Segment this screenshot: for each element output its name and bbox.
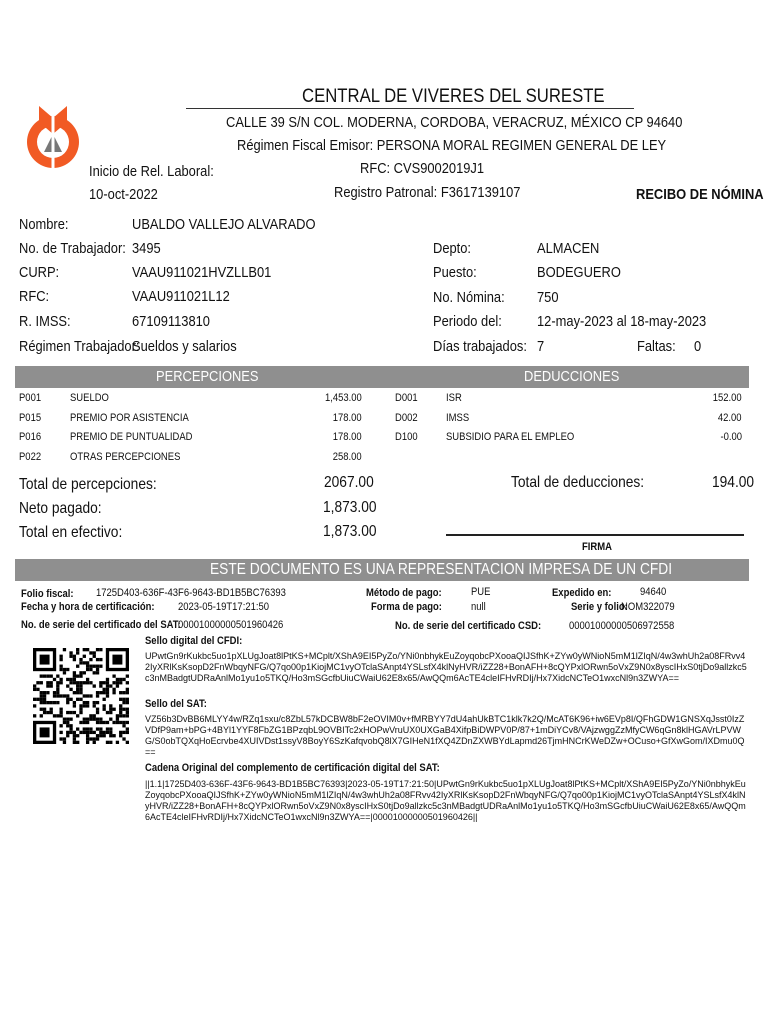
department-value: ALMACEN [537,240,600,257]
deduction-amount: 42.00 [718,411,742,424]
total-perceptions-value: 2067.00 [324,474,374,491]
qr-code [33,648,129,744]
curp-value: VAAU911021HVZLLB01 [132,264,272,281]
company-rfc: RFC: CVS9002019J1 [360,160,485,177]
cfdi-banner [15,559,749,581]
name-value: UBALDO VALLEJO ALVARADO [132,216,316,233]
payment-method-value: PUE [471,586,491,598]
perception-code: P022 [19,450,42,463]
header-divider [186,108,634,109]
net-paid-label: Neto pagado: [19,500,102,517]
perception-description: PREMIO POR ASISTENCIA [70,411,189,424]
employee-number-value: 3495 [132,240,161,257]
total-deductions-label: Total de deducciones: [511,474,645,491]
cert-date-value: 2023-05-19T17:21:50 [178,601,269,613]
original-chain-title: Cadena Original del complemento de certificación digital del SAT: [145,762,440,774]
issued-in-value: 94640 [640,586,667,598]
csd-cert-serial-value: 00001000000506972558 [569,620,675,632]
perceptions-title: PERCEPCIONES [156,368,259,385]
department-label: Depto: [433,240,472,257]
company-name: CENTRAL DE VIVERES DEL SURESTE [302,86,605,107]
deduction-amount: 152.00 [713,392,742,404]
issued-in-label: Expedido en: [552,587,612,599]
total-deductions-value: 194.00 [712,474,755,491]
deduction-description: IMSS [446,411,470,424]
days-worked-value: 7 [537,338,545,355]
payroll-number-value: 750 [537,289,559,306]
payment-form-label: Forma de pago: [371,601,442,613]
cert-date-label: Fecha y hora de certificación: [21,601,155,613]
deduction-amount: -0.00 [720,431,742,443]
series-folio-label: Serie y folio: [571,601,628,613]
rfc-value: VAAU911021L12 [132,288,230,305]
payment-form-value: null [471,601,486,613]
fiscal-regime: Régimen Fiscal Emisor: PERSONA MORAL REGIMEN GENERAL DE LEY [237,137,667,154]
period-value: 12-may-2023 al 18-may-2023 [537,313,707,330]
perception-code: P001 [19,392,42,404]
signature-label: FIRMA [582,541,612,553]
deduction-code: D001 [395,392,418,404]
name-label: Nombre: [19,216,69,233]
imss-label: R. IMSS: [19,313,71,330]
payroll-number-label: No. Nómina: [433,289,505,306]
company-logo [24,92,82,188]
net-paid-value: 1,873.00 [323,499,377,516]
employee-number-label: No. de Trabajador: [19,240,126,257]
perception-amount: 178.00 [333,431,362,443]
days-worked-label: Días trabajados: [433,338,527,355]
period-label: Periodo del: [433,313,502,330]
perceptions-deductions-bar [15,366,749,388]
perception-code: P016 [19,431,42,443]
start-date-label: Inicio de Rel. Laboral: [89,163,214,180]
imss-value: 67109113810 [132,313,210,330]
deduction-code: D100 [395,431,418,443]
start-date-value: 10-oct-2022 [89,186,158,203]
original-chain-value: ||1.1|1725D403-636F-43F6-9643-BD1B5BC76393|2023-05-19T17:21:50|UPwtGn9rKukbc5uo1pXLUgJoat8lPtKS+MCplt/XShA9EI5PyZo/YNi0nbhykEuZoyqobcPXooaQIJSfhK+ZYw0yWNioN5mM1lZIqN/4w3whUh2a08FRvv42IyXRlKsKsopD2FnWbqyNFG/Q7qo00p1KiojMC1vyOTclaSAnpt4YSLsfX4klNyHVR/iZZ28+BonAFH+8cQYPxlORwn5oVxZ9N0x8yscIHxS0tjDo9allzkc5c3nMBadgtUDRaAnlMo1yu1o5TKQ/Ho3mSGcfbUiuCWaiU62E8x65/AwQQm6AcTE4cleIFHvRDIj/Hx7XidcNCTeO1wxcNl9n3ZWYA==|00001000000501960426|| [145,779,746,822]
position-value: BODEGUERO [537,264,621,281]
deduction-code: D002 [395,411,418,424]
series-folio-value: NOM322079 [621,601,675,613]
perception-code: P015 [19,411,42,424]
csd-cert-serial-label: No. de serie del certificado CSD: [395,620,542,632]
rfc-label: RFC: [19,288,50,305]
cfdi-banner-text: ESTE DOCUMENTO ES UNA REPRESENTACION IMPRESA DE UN CFDI [210,561,673,578]
deduction-description: ISR [446,392,462,404]
total-perceptions-label: Total de percepciones: [19,476,157,493]
perception-amount: 1,453.00 [325,392,362,404]
fiscal-folio-label: Folio fiscal: [21,588,74,600]
payment-method-label: Método de pago: [366,587,442,599]
document-title: RECIBO DE NÓMINA [636,186,764,203]
employer-registry: Registro Patronal: F3617139107 [334,184,521,201]
perception-amount: 258.00 [333,450,362,463]
deduction-description: SUBSIDIO PARA EL EMPLEO [446,431,575,443]
sat-seal-value: VZ56b3DvBB6MLYY4w/RZq1sxu/c8ZbL57kDCBW8bF2eOVIM0v+fMRBYY7dU4ahUkBTC1klk7k2Q/McAT6K96+iw6EVp8I/QFhGDW1GNSXqJsst0IzZVDfP9am+bPG+4BYl1YYF8FbZG1BPzqbL9OVBITc2xHOPwVruUX0UXGaB4XifpBiDWPV0P/87+1mDiYCv8/VAjzwggZzMfyCW6qGn8klHGAVrLPVWG/S0obTQXqHoEcrvbe4XUIVDst1ssyV8BoyY6SzKafqvobQ8lX7GIHeN1fXQ4ZDnZXWBYdLapmd26TjmHNCrKWeDZw+OCuso+GfXwGom/IXDmu0Q== [145,714,745,757]
absences-value: 0 [694,338,702,355]
perception-amount: 178.00 [333,411,362,424]
sat-cert-serial-value: 00001000000501960426 [178,619,284,631]
perception-description: OTRAS PERCEPCIONES [70,450,181,463]
worker-regime-label: Régimen Trabajador: [19,338,140,355]
cfdi-seal-value: UPwtGn9rKukbc5uo1pXLUgJoat8lPtKS+MCplt/XShA9EI5PyZo/YNi0nbhykEuZoyqobcPXooaQIJSfhK+ZYw0yWNioN5mM1lZIqN/4w3whUh2a08FRvv42IyXRlKsKsopD2FnWbqyNFG/Q7qo00p1KiojMC1vyOTclaSAnpt4YSLsfX4klNyHVR/iZZ28+BonAFH+8cQYPxlORwn5oVxZ9N0x8yscIHxS0tjDo9allzkc5c3nMBadgtUDRaAnlMo1yu1o5TKQ/Ho3mSGcfbUiuCWaiU62E8x65/AwQQm6AcTE4cleIFHvRDIj/Hx7XidcNCTeO1wxcNl9n3ZWYA== [145,651,747,683]
sat-cert-serial-label: No. de serie del certificado del SAT: [21,619,181,631]
cash-total-label: Total en efectivo: [19,524,123,541]
perception-description: SUELDO [70,392,109,404]
cash-total-value: 1,873.00 [323,523,377,540]
cfdi-seal-title: Sello digital del CFDI: [145,635,243,647]
signature-line [446,534,744,536]
absences-label: Faltas: [637,338,676,355]
perception-description: PREMIO DE PUNTUALIDAD [70,431,193,443]
position-label: Puesto: [433,264,477,281]
worker-regime-value: Sueldos y salarios [132,338,237,355]
sat-seal-title: Sello del SAT: [145,698,207,710]
deductions-title: DEDUCCIONES [524,368,620,385]
curp-label: CURP: [19,264,60,281]
fiscal-folio-value: 1725D403-636F-43F6-9643-BD1B5BC76393 [96,587,286,599]
company-address: CALLE 39 S/N COL. MODERNA, CORDOBA, VERACRUZ, MÉXICO CP 94640 [226,114,683,131]
